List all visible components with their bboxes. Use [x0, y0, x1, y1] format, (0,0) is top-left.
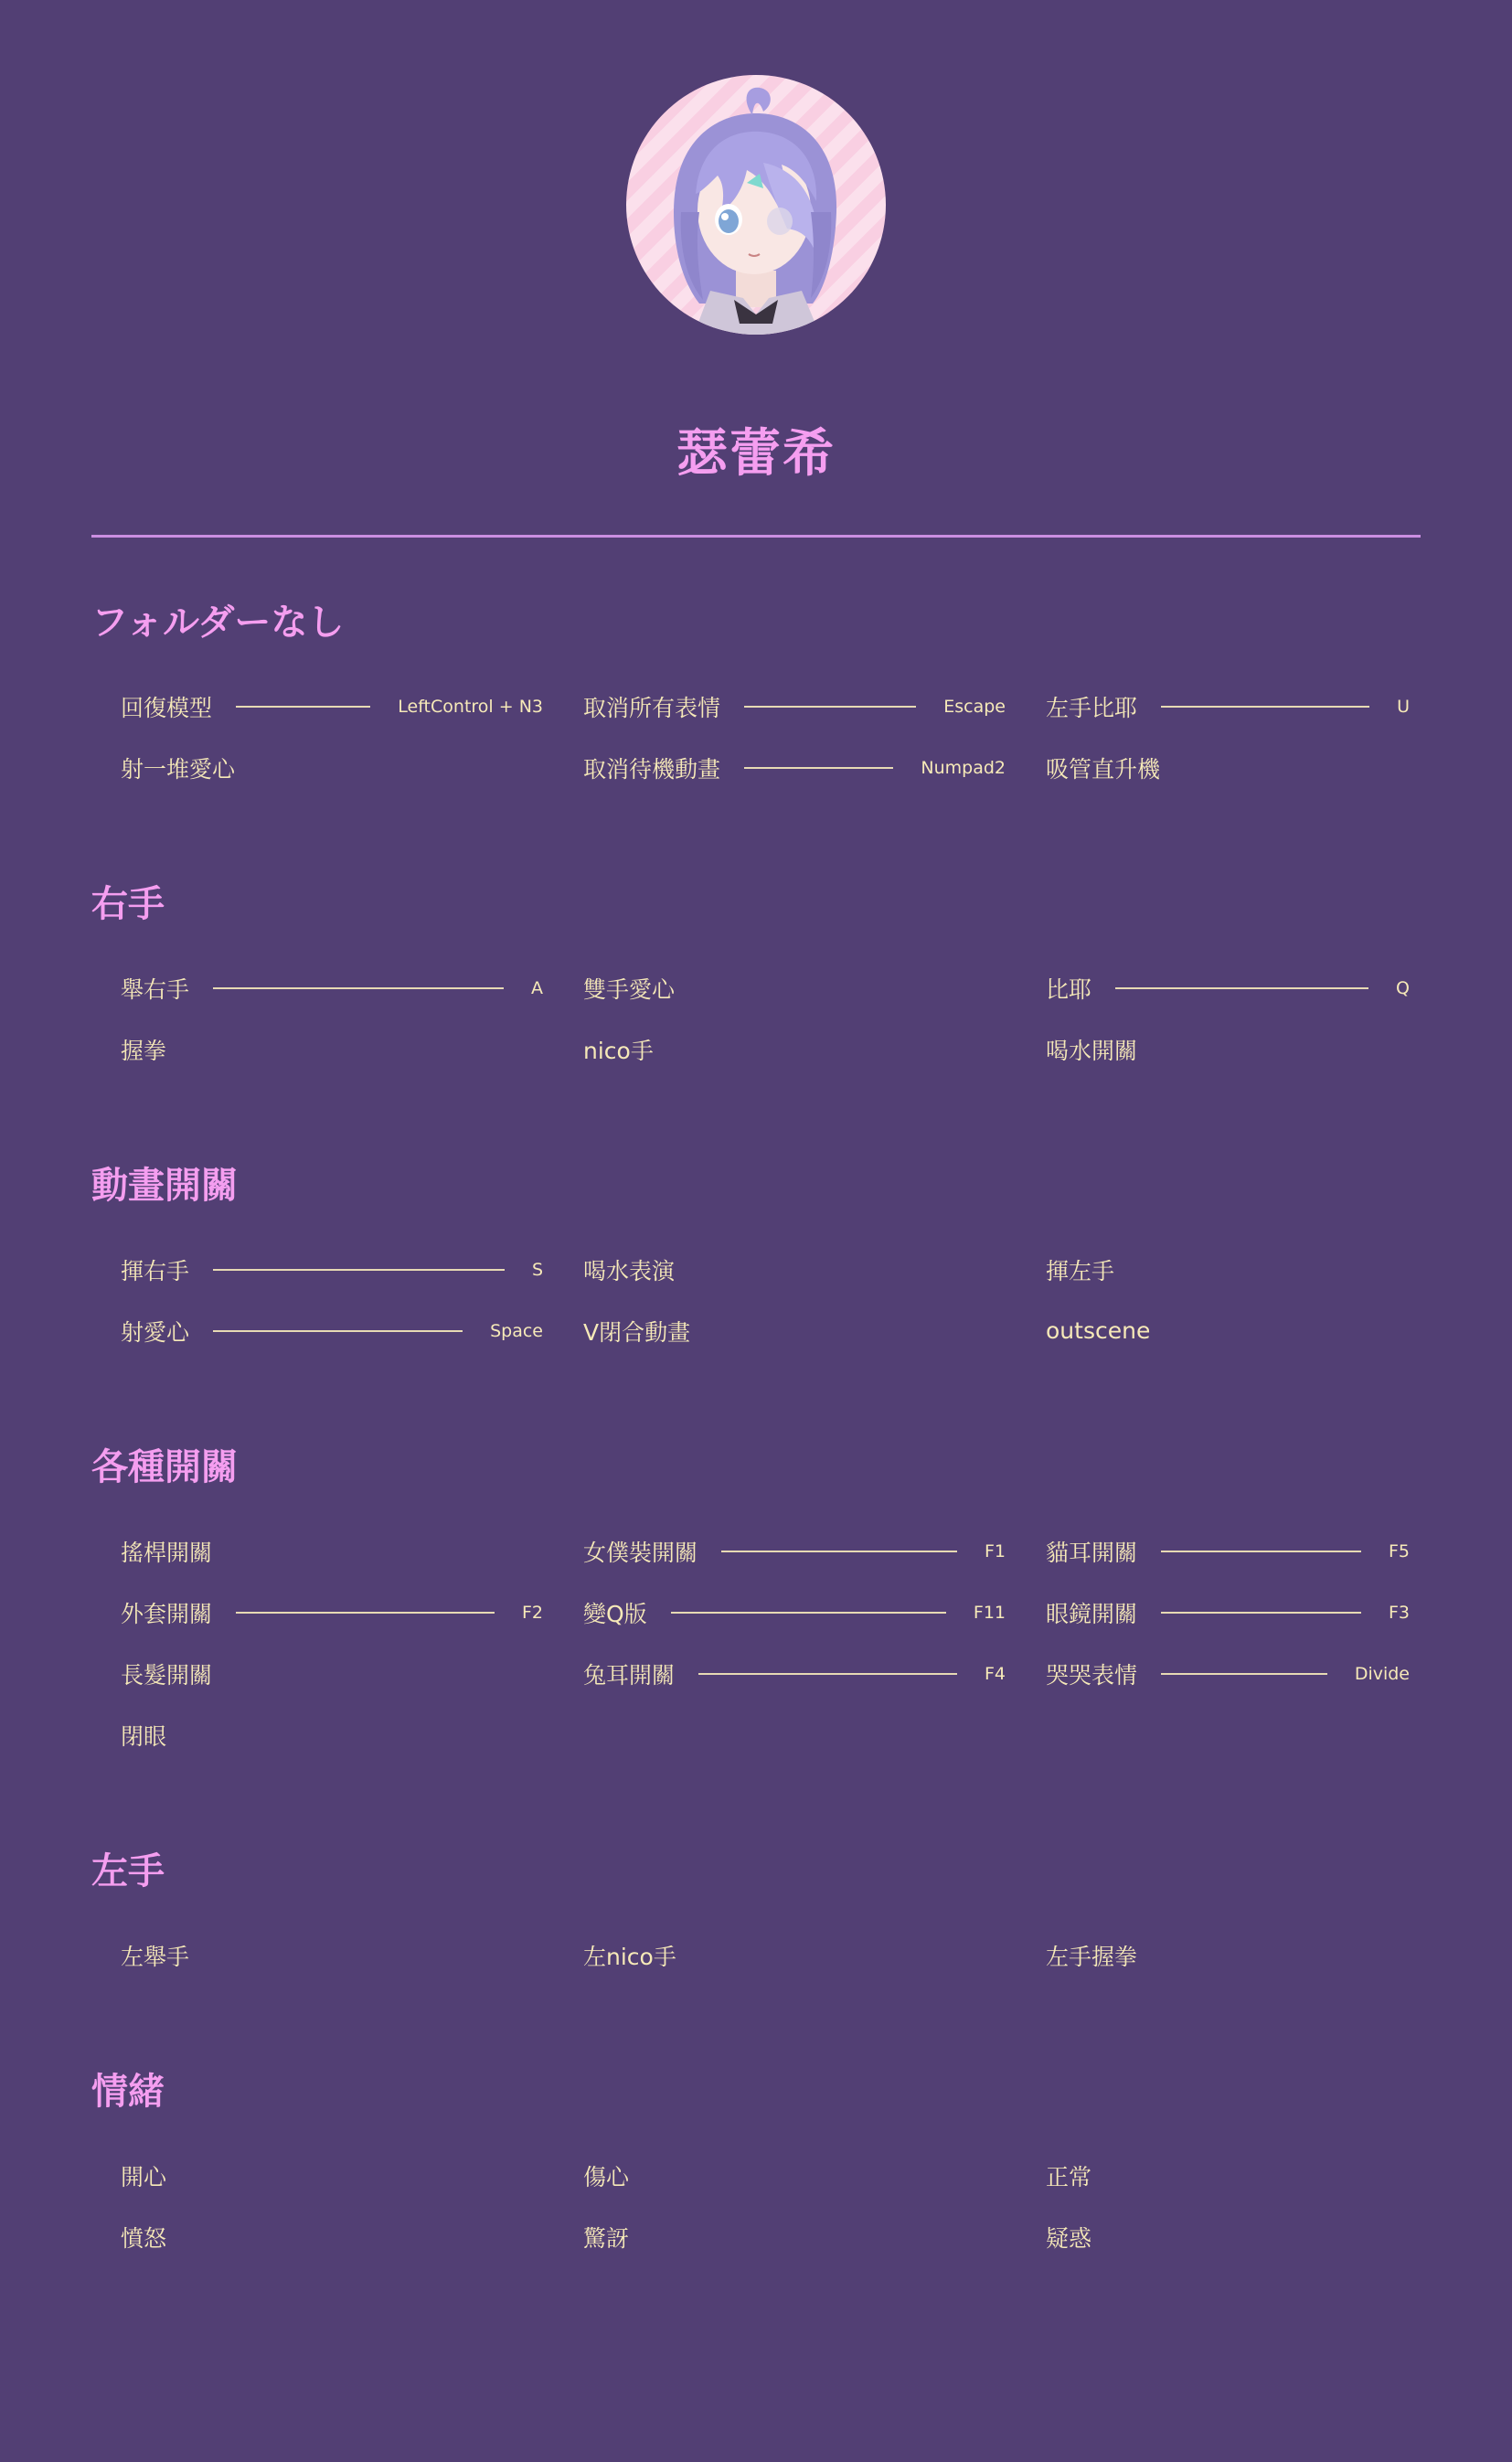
section-title: 各種開關	[91, 1446, 238, 1488]
hotkey-grid	[91, 2145, 1421, 2267]
hotkey-section	[91, 1434, 1421, 1765]
hotkey-name: 傷心	[583, 2163, 630, 2190]
hotkey-name: 憤怒	[121, 2224, 167, 2252]
hotkey-name: 女僕裝開關	[583, 1539, 698, 1566]
hotkey-name: outscene	[1046, 1317, 1151, 1344]
hotkey-item[interactable]	[91, 1924, 554, 1986]
hotkey-item[interactable]	[91, 1520, 554, 1582]
hotkey-item[interactable]	[91, 1643, 554, 1704]
divider	[91, 535, 1421, 538]
hotkey-item[interactable]	[1017, 1924, 1421, 1986]
hotkey-separator	[213, 1269, 505, 1271]
hotkey-section	[91, 2059, 1421, 2267]
hotkey-separator	[1161, 1673, 1327, 1675]
hotkey-name: 左舉手	[121, 1943, 190, 1970]
hotkey-item[interactable]	[1017, 737, 1421, 798]
hotkey-key: F5	[1388, 1540, 1410, 1561]
hotkey-item[interactable]	[91, 1704, 554, 1765]
hotkey-sections	[91, 590, 1421, 2340]
hotkey-key: F4	[984, 1663, 1006, 1684]
hotkey-key: Numpad2	[921, 757, 1006, 778]
hotkey-name: 疑惑	[1046, 2224, 1092, 2252]
hotkey-item[interactable]	[554, 1582, 1017, 1643]
hotkey-name: 貓耳開關	[1046, 1539, 1138, 1566]
hotkey-item[interactable]	[554, 957, 1017, 1018]
hotkey-item[interactable]	[1017, 2206, 1421, 2267]
hotkey-item[interactable]	[554, 1643, 1017, 1704]
hotkey-separator	[744, 767, 893, 769]
avatar-illustration	[626, 75, 886, 335]
hotkey-name: 外套開關	[121, 1600, 213, 1627]
hotkey-item[interactable]	[554, 1520, 1017, 1582]
hotkey-section	[91, 1839, 1421, 1986]
hotkey-name: 搖桿開關	[121, 1539, 213, 1566]
hotkey-name: 比耶	[1046, 975, 1092, 1003]
hotkey-item[interactable]	[554, 1300, 1017, 1361]
section-title: 右手	[91, 883, 165, 925]
hotkey-item[interactable]	[91, 737, 554, 798]
hotkey-name: 正常	[1046, 2163, 1092, 2190]
hotkey-name: 雙手愛心	[583, 975, 676, 1003]
hotkey-separator	[236, 1612, 495, 1614]
hotkey-grid	[91, 1924, 1421, 1986]
hotkey-name: nico手	[583, 1037, 654, 1064]
hotkey-item[interactable]	[554, 1239, 1017, 1300]
hotkey-separator	[213, 987, 504, 989]
hotkey-item[interactable]	[1017, 957, 1421, 1018]
hotkey-key: Space	[490, 1320, 543, 1341]
hotkey-separator	[698, 1673, 957, 1675]
hotkey-name: 左nico手	[583, 1943, 676, 1970]
hotkey-item[interactable]	[91, 1239, 554, 1300]
hotkey-name: 吸管直升機	[1046, 755, 1161, 783]
hotkey-separator	[1161, 1551, 1361, 1552]
hotkey-item[interactable]	[1017, 1582, 1421, 1643]
hotkey-item[interactable]	[91, 1018, 554, 1080]
hotkey-key: F2	[521, 1602, 543, 1623]
hotkey-name: 握拳	[121, 1037, 167, 1064]
hotkey-separator	[721, 1551, 957, 1552]
hotkey-item[interactable]	[554, 1018, 1017, 1080]
hotkey-name: 揮左手	[1046, 1257, 1115, 1284]
page-title: 瑟蕾希	[676, 424, 836, 484]
section-title: 動畫開關	[91, 1165, 238, 1207]
hotkey-separator	[213, 1330, 463, 1332]
hotkey-item[interactable]	[91, 2206, 554, 2267]
hotkey-key: Q	[1396, 977, 1410, 998]
hotkey-grid	[91, 1239, 1421, 1361]
hotkey-item[interactable]	[91, 1582, 554, 1643]
hotkey-item[interactable]	[91, 676, 554, 737]
hotkey-key: F3	[1388, 1602, 1410, 1623]
hotkey-separator	[236, 706, 370, 708]
hotkey-item[interactable]	[91, 2145, 554, 2206]
section-title: 情緒	[91, 2071, 165, 2113]
hotkey-item[interactable]	[1017, 1300, 1421, 1361]
hotkey-section	[91, 871, 1421, 1080]
hotkey-separator	[1161, 706, 1369, 708]
hotkey-name: 變Q版	[583, 1600, 647, 1627]
hotkey-name: 兔耳開關	[583, 1661, 676, 1689]
hotkey-item[interactable]	[1017, 676, 1421, 737]
hotkey-item[interactable]	[1017, 1239, 1421, 1300]
hotkey-key: LeftControl + N3	[398, 696, 543, 717]
hotkey-key: Escape	[943, 696, 1006, 717]
hotkey-name: V閉合動畫	[583, 1318, 691, 1346]
hotkey-key: Divide	[1354, 1663, 1410, 1684]
hotkey-name: 長髮開關	[121, 1661, 213, 1689]
hotkey-grid	[91, 957, 1421, 1080]
hotkey-item[interactable]	[91, 1300, 554, 1361]
hotkey-item[interactable]	[554, 737, 1017, 798]
hotkey-grid	[91, 676, 1421, 798]
hotkey-item[interactable]	[1017, 1520, 1421, 1582]
hotkey-section	[91, 1153, 1421, 1361]
hotkey-name: 射一堆愛心	[121, 755, 236, 783]
hotkey-key: F1	[984, 1540, 1006, 1561]
hotkey-name: 射愛心	[121, 1318, 190, 1346]
hotkey-name: 揮右手	[121, 1257, 190, 1284]
section-title: 左手	[91, 1850, 165, 1892]
hotkey-separator	[1115, 987, 1368, 989]
hotkey-key: S	[531, 1259, 543, 1280]
hotkey-name: 喝水表演	[583, 1257, 676, 1284]
hotkey-name: 哭哭表情	[1046, 1661, 1138, 1689]
hotkey-separator	[671, 1612, 946, 1614]
hotkey-section	[91, 590, 1421, 798]
hotkey-item[interactable]	[554, 2145, 1017, 2206]
avatar	[626, 75, 886, 335]
hotkey-name: 閉眼	[121, 1722, 167, 1750]
section-title: フォルダーなし	[91, 602, 345, 644]
hotkey-item[interactable]	[1017, 1643, 1421, 1704]
hotkey-item[interactable]	[554, 676, 1017, 737]
hotkey-name: 取消所有表情	[583, 694, 721, 721]
hotkey-separator	[744, 706, 916, 708]
hotkey-item[interactable]	[91, 957, 554, 1018]
hotkey-name: 回復模型	[121, 694, 213, 721]
hotkey-item[interactable]	[1017, 1018, 1421, 1080]
hotkey-name: 開心	[121, 2163, 167, 2190]
hotkey-name: 喝水開關	[1046, 1037, 1138, 1064]
hotkey-key: U	[1397, 696, 1410, 717]
hotkey-name: 取消待機動畫	[583, 755, 721, 783]
hotkey-grid	[91, 1520, 1421, 1765]
hotkey-name: 驚訝	[583, 2224, 630, 2252]
hotkey-name: 舉右手	[121, 975, 190, 1003]
hotkey-separator	[1161, 1612, 1361, 1614]
hotkey-item[interactable]	[554, 2206, 1017, 2267]
hotkey-name: 左手比耶	[1046, 694, 1138, 721]
hotkey-name: 左手握拳	[1046, 1943, 1138, 1970]
hotkey-key: A	[531, 977, 543, 998]
hotkey-key: F11	[973, 1602, 1006, 1623]
hotkey-item[interactable]	[554, 1924, 1017, 1986]
hotkey-name: 眼鏡開關	[1046, 1600, 1138, 1627]
hotkey-item[interactable]	[1017, 2145, 1421, 2206]
